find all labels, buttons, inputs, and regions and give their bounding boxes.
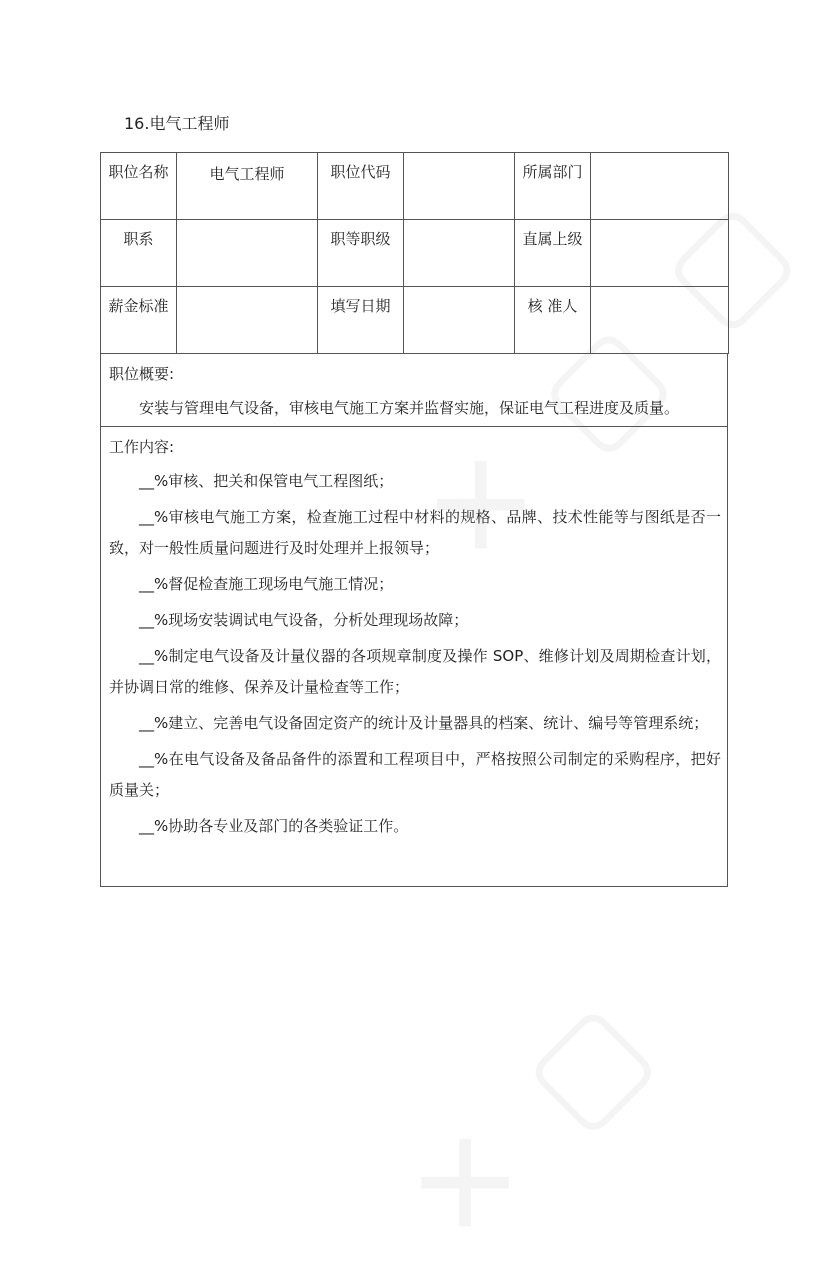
value-position-name: 电气工程师: [177, 153, 318, 220]
value-department: [591, 153, 729, 220]
table-row: [101, 287, 729, 354]
list-item: __%制定电气设备及计量仪器的各项规章制度及操作 SOP、维修计划及周期检查计划，并协调日常的维修、保养及计量检查等工作；: [109, 647, 721, 696]
summary-text: 安装与管理电气设备，审核电气施工方案并监督实施，保证电气工程进度及质量。: [139, 399, 680, 417]
label-direct-supervisor: 直属上级: [515, 220, 591, 287]
page-title: 16.电气工程师: [124, 114, 230, 133]
job-duties-section: [100, 426, 728, 887]
list-item: __%协助各专业及部门的各类验证工作。: [139, 817, 409, 835]
label-position-code: 职位代码: [318, 153, 404, 220]
list-item: __%建立、完善电气设备固定资产的统计及计量器具的档案、统计、编号等管理系统；: [139, 714, 709, 732]
label-fill-date: 填写日期: [318, 287, 404, 354]
list-item: __%在电气设备及备品备件的添置和工程项目中，严格按照公司制定的采购程序，把好质量关；: [109, 750, 721, 799]
job-info-table: [100, 152, 729, 354]
label-department: 所属部门: [515, 153, 591, 220]
value-position-code: [404, 153, 515, 220]
list-item: __%督促检查施工现场电气施工情况；: [139, 575, 394, 593]
value-job-family: [177, 220, 318, 287]
value-fill-date: [404, 287, 515, 354]
value-approver: [591, 287, 729, 354]
label-position-name: 职位名称: [101, 153, 177, 220]
value-direct-supervisor: [591, 220, 729, 287]
label-approver: 核 准人: [515, 287, 591, 354]
list-item: __%审核电气施工方案，检查施工过程中材料的规格、品牌、技术性能等与图纸是否一致，对一般性质量问题进行及时处理并上报领导；: [109, 508, 721, 557]
label-grade-level: 职等职级: [318, 220, 404, 287]
duty-list: [109, 466, 721, 847]
summary-label: 职位概要:: [109, 365, 175, 383]
table-row: [101, 220, 729, 287]
position-summary-section: [100, 353, 728, 427]
label-job-family: 职系: [101, 220, 177, 287]
watermark: [383, 969, 683, 1269]
value-salary-standard: [177, 287, 318, 354]
value-grade-level: [404, 220, 515, 287]
table-row: [101, 153, 729, 220]
list-item: __%审核、把关和保管电气工程图纸；: [139, 472, 394, 490]
duties-label: 工作内容:: [109, 438, 175, 456]
label-salary-standard: 薪金标准: [101, 287, 177, 354]
list-item: __%现场安装调试电气设备，分析处理现场故障；: [139, 611, 469, 629]
